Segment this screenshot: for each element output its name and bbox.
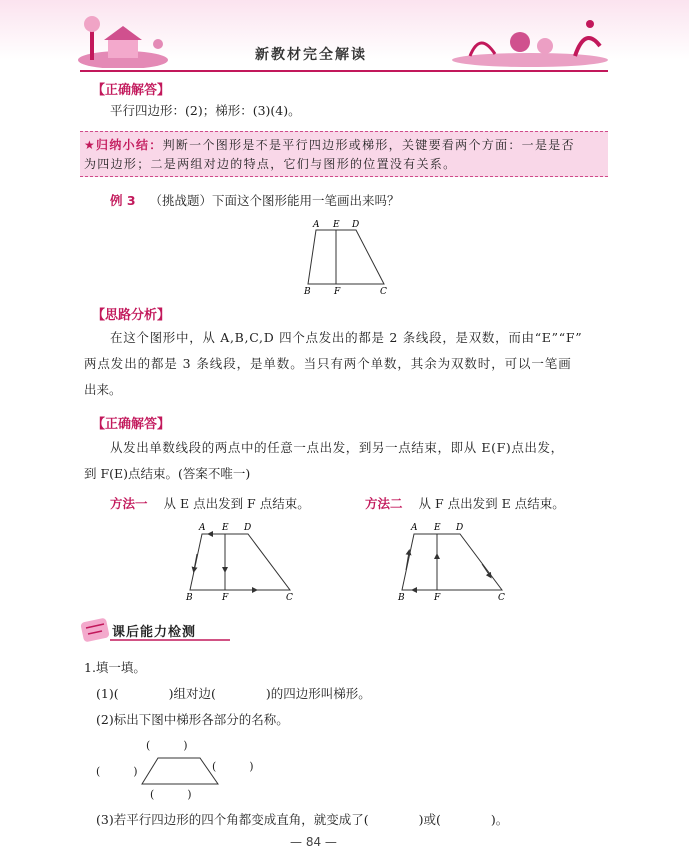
- example-label: 例 3: [110, 193, 136, 208]
- summary-title: ★归纳小结：: [84, 138, 163, 152]
- m2-label-c: C: [498, 593, 505, 602]
- method-two-label: 方法二: [365, 496, 403, 511]
- method-one-label: 方法一: [110, 496, 148, 511]
- answer-label: 【正确解答】: [92, 83, 171, 98]
- section-banner: [80, 618, 235, 642]
- example-text: （挑战题）下面这个图形能用一笔画出来吗？: [149, 193, 400, 208]
- answer2-line-1: 从发出单数线段的两点中的任意一点出发，到另一点结束，即从 E(F)点出发，: [110, 440, 564, 455]
- header-divider: [80, 70, 608, 72]
- m2-label-f: F: [434, 593, 441, 602]
- m1-label-b: B: [186, 593, 193, 602]
- m1-label-e: E: [222, 523, 229, 533]
- label-c: C: [380, 287, 387, 297]
- analysis-line-2: 两点发出的都是 3 条线段，是单数。当只有两个单数，其余为双数时，可以一笔画: [84, 356, 572, 371]
- method-one-text: 从 E 点出发到 F 点结束。: [163, 496, 310, 511]
- m1-label-f: F: [222, 593, 229, 602]
- m1-label-c: C: [286, 593, 293, 602]
- label-e: E: [333, 220, 340, 230]
- blank-left: ( ): [96, 765, 138, 778]
- answer2-label: 【正确解答】: [92, 417, 171, 432]
- section-title: 课后能力检测: [112, 625, 197, 640]
- m2-label-e: E: [434, 523, 441, 533]
- analysis-label: 【思路分析】: [92, 308, 171, 323]
- summary-line-1: 判断一个图形是不是平行四边形或梯形，关键要看两个方面：一是是否: [162, 138, 575, 152]
- trapezoid-shape: [308, 230, 384, 284]
- blank-top: ( ): [146, 739, 188, 752]
- summary-box: [80, 131, 608, 177]
- label-d: D: [352, 220, 360, 230]
- blank-right: ( ): [212, 760, 254, 773]
- q1-item2: (2)标出下图中梯形各部分的名称。: [96, 712, 289, 727]
- m2-label-d: D: [456, 523, 464, 533]
- book-icon: [80, 618, 110, 642]
- blank-bottom: ( ): [150, 788, 192, 801]
- method-two: [365, 494, 565, 512]
- analysis-line-1: 在这个图形中，从 A,B,C,D 四个点发出的都是 2 条线段，是双数，而由“E”“F”: [110, 330, 583, 345]
- trapezoid-figure: [296, 218, 396, 298]
- method-two-text: 从 F 点出发到 E 点结束。: [418, 496, 565, 511]
- analysis-line-3: 出来。: [84, 382, 122, 397]
- label-f: F: [334, 287, 341, 297]
- header-title: 新教材完全解读: [255, 47, 367, 63]
- method-two-figure: [392, 520, 512, 602]
- q1-title: 1.填一填。: [84, 660, 146, 675]
- method-one-figure: [180, 520, 300, 602]
- answer-text: 平行四边形：(2)；梯形：(3)(4)。: [110, 103, 301, 118]
- label-b: B: [304, 287, 311, 297]
- m1-label-a: A: [199, 523, 206, 533]
- answer2-line-2: 到 F(E)点结束。(答案不唯一): [84, 466, 251, 481]
- summary-line-2: 为四边形；二是两组对边的特点，它们与图形的位置没有关系。: [84, 157, 457, 171]
- m2-label-a: A: [411, 523, 418, 533]
- example-heading: [110, 191, 400, 209]
- m1-label-d: D: [244, 523, 252, 533]
- header-decoration-right: [450, 16, 610, 68]
- label-a: A: [313, 220, 320, 230]
- header-decoration-left: [78, 10, 178, 68]
- m2-label-b: B: [398, 593, 405, 602]
- page-number: — 84 —: [290, 835, 337, 849]
- method-one: [110, 494, 310, 512]
- q1-item1: (1)( )组对边( )的四边形叫梯形。: [96, 686, 371, 701]
- q1-item3: (3)若平行四边形的四个角都变成直角，就变成了( )或( )。: [96, 812, 509, 827]
